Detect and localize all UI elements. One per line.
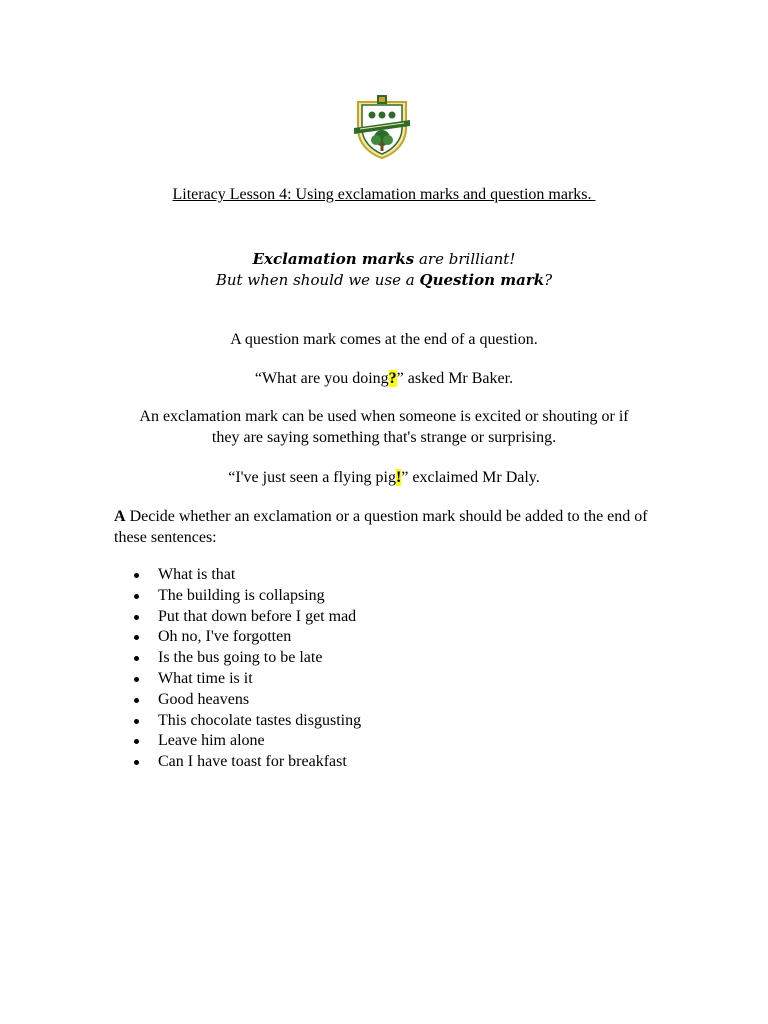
bullet-icon — [134, 739, 139, 744]
exclamation-rule: An exclamation mark can be used when someone is excited or shouting or if they are saying something that's strange or surprising. — [139, 408, 629, 446]
list-item: Leave him alone — [114, 731, 361, 752]
bullet-icon — [134, 677, 139, 682]
intro-line-1: Exclamation marks are brilliant! — [252, 250, 516, 268]
list-item: Put that down before I get mad — [114, 607, 361, 628]
list-item: Is the bus going to be late — [114, 648, 361, 669]
exclamation-marks-term: Exclamation marks — [252, 250, 415, 268]
sentence-list — [114, 565, 361, 773]
list-item: What time is it — [114, 669, 361, 690]
bullet-icon — [134, 698, 139, 703]
lesson-title: Literacy Lesson 4: Using exclamation marks and question marks. — [172, 186, 596, 203]
list-item: This chocolate tastes disgusting — [114, 711, 361, 732]
bullet-icon — [134, 594, 139, 599]
list-item: Good heavens — [114, 690, 361, 711]
list-item: What is that — [114, 565, 361, 586]
highlighted-question-mark: ? — [388, 370, 397, 387]
task-letter: A — [114, 508, 126, 525]
list-item: Oh no, I've forgotten — [114, 627, 361, 648]
bullet-icon — [134, 656, 139, 661]
exclamation-example: “I've just seen a flying pig!” exclaimed Mr Daly. — [228, 469, 540, 486]
bullet-icon — [134, 615, 139, 620]
question-rule: A question mark comes at the end of a question. — [230, 331, 538, 348]
question-example: “What are you doing?” asked Mr Baker. — [254, 370, 514, 387]
question-mark-term: Question mark — [419, 271, 545, 289]
bullet-icon — [134, 760, 139, 765]
task-instructions: A Decide whether an exclamation or a question mark should be added to the end of these sentences: — [114, 508, 648, 546]
bullet-icon — [134, 635, 139, 640]
intro-line-2: But when should we use a Question mark? — [215, 271, 553, 289]
bullet-icon — [134, 573, 139, 578]
bullet-icon — [134, 719, 139, 724]
intro — [0, 249, 768, 291]
list-item: The building is collapsing — [114, 586, 361, 607]
highlighted-exclamation-mark: ! — [395, 469, 402, 486]
school-crest-icon — [352, 94, 412, 160]
list-item: Can I have toast for breakfast — [114, 752, 361, 773]
